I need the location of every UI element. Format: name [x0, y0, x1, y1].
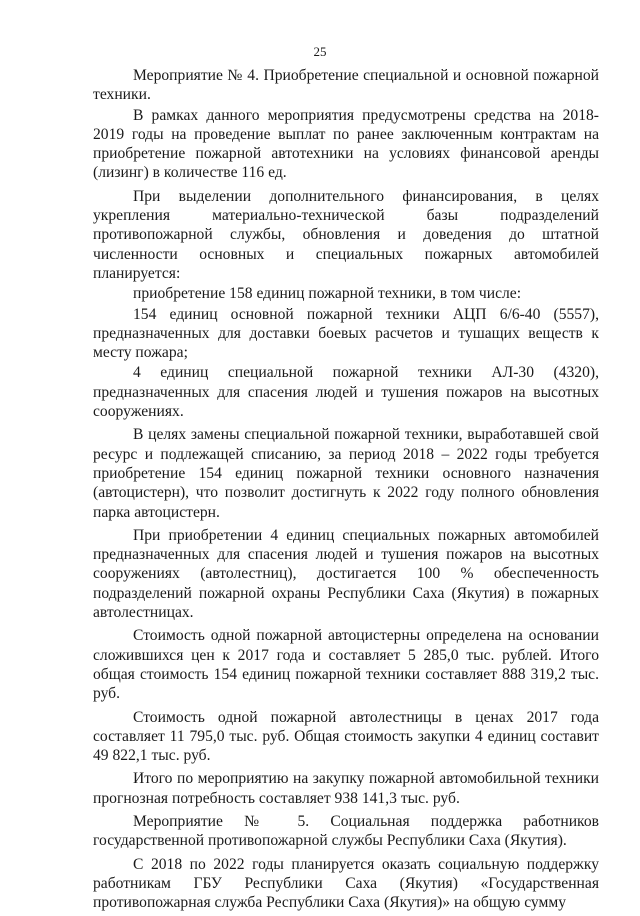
- paragraph-total: Итого по мероприятию на закупку пожарной автомобильной техники прогнозная потребность составляет 938 141,3 тыс. руб.: [93, 770, 599, 807]
- paragraph-ladders: При приобретении 4 единиц специальных пожарных автомобилей предназначенных для спасения людей и тушения пожаров на высотных сооружениях (автолестниц), достигается 100 % обеспеченность подразделений пожарной охраны Республики Саха (Якутия) в пожарных автолестницах.: [93, 526, 599, 622]
- page-number: 25: [313, 44, 327, 59]
- paragraph-4-units: 4 единиц специальной пожарной техники АЛ-30 (4320), предназначенных для спасения людей и тушения пожаров на высотных сооружениях.: [93, 364, 599, 421]
- paragraph-154-units: 154 единиц основной пожарной техники АЦП 6/6-40 (5557), предназначенных для доставки боевых расчетов и тушащих веществ к месту пожара;: [93, 305, 599, 362]
- paragraph-measure-5-title: Мероприятие № 5. Социальная поддержка работников государственной противопожарной службы Республики Саха (Якутия).: [93, 812, 599, 850]
- paragraph-purchase-158: приобретение 158 единиц пожарной техники, в том числе:: [133, 285, 522, 303]
- document-body: [93, 66, 599, 916]
- paragraph-ladder-cost: Стоимость одной пожарной автолестницы в ценах 2017 года составляет 11 795,0 тыс. руб. Общая стоимость закупки 4 единиц составит 49 822,1 тыс. руб.: [93, 708, 599, 765]
- paragraph-tanker-cost: Стоимость одной пожарной автоцистерны определена на основании сложившихся цен к 2017 года и составляет 5 285,0 тыс. рублей. Итого общая стоимость 154 единиц пожарной техники составляет 888 319,2 тыс. руб.: [93, 627, 599, 703]
- paragraph-leasing: В рамках данного мероприятия предусмотрены средства на 2018-2019 годы на проведение выплат по ранее заключенным контрактам на приобретение пожарной автотехники на условиях финансовой аренды (лизинг) в количестве 116 ед.: [93, 106, 599, 182]
- paragraph-additional-funding: При выделении дополнительного финансирования, в целях укрепления материально-технической базы подразделений противопожарной службы, обновления и доведения до штатной численности основных и специальных пожарных автомобилей планируется:: [93, 187, 599, 282]
- paragraph-measure-4-title: Мероприятие № 4. Приобретение специальной и основной пожарной техники.: [93, 67, 599, 104]
- paragraph-replacement: В целях замены специальной пожарной техники, выработавшей свой ресурс и подлежащей списанию, за период 2018 – 2022 годы требуется приобретение 154 единиц пожарной техники основного назначения (автоцистерн), что позволит достигнуть к 2022 году полного обновления парка автоцистерн.: [93, 426, 599, 521]
- paragraph-social-support: С 2018 по 2022 годы планируется оказать социальную поддержку работникам ГБУ Республики Саха (Якутия) «Государственная противопожарная служба Республики Саха (Якутия)» на общую сумму: [93, 855, 599, 912]
